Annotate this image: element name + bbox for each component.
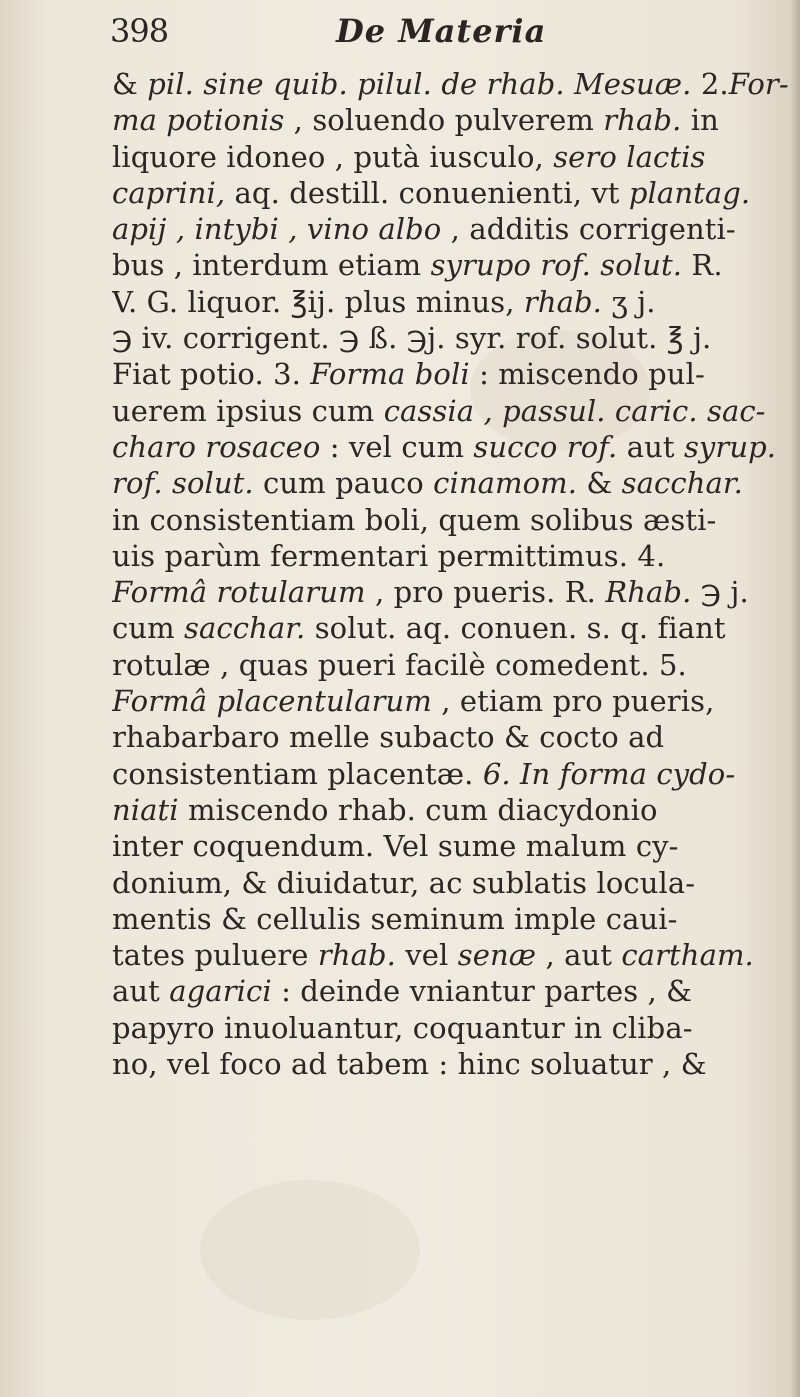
text-run: cum xyxy=(112,611,185,646)
italic-text: syrup. xyxy=(683,429,777,464)
text-run: & xyxy=(112,67,148,101)
text-run: aq. destill. conuenienti, vt xyxy=(225,175,629,210)
text-run: ℈ j. xyxy=(691,575,749,610)
text-run: : vel cum xyxy=(320,429,474,464)
text-line xyxy=(112,102,792,138)
text-run: vel xyxy=(395,938,458,973)
text-line xyxy=(112,647,792,683)
text-line xyxy=(112,139,792,175)
text-run: & xyxy=(577,466,622,501)
text-run: V. G. liquor. ℥ij. plus minus, xyxy=(112,284,524,319)
text-run: uis parùm fermentari permittimus. 4. xyxy=(112,538,666,573)
text-run: ʒ j. xyxy=(602,284,656,319)
text-run: , etiam pro pueris, xyxy=(431,684,715,719)
text-line xyxy=(112,756,792,792)
text-run: , aut xyxy=(536,938,622,973)
text-line xyxy=(112,247,792,283)
italic-text: agarici xyxy=(169,974,272,1009)
italic-text: Forma boli xyxy=(310,357,470,392)
italic-text: caprini, xyxy=(112,175,226,210)
text-run: liquore idoneo , putà iusculo, xyxy=(112,139,554,174)
text-line xyxy=(112,719,792,755)
text-run: in xyxy=(681,103,719,138)
text-run: tates puluere xyxy=(112,938,318,973)
text-run: 2. xyxy=(691,67,729,101)
italic-text: pil. sine quib. pilul. de rhab. Mesuæ. xyxy=(147,67,692,101)
text-run: rhabarbaro melle subacto & cocto ad xyxy=(112,720,665,755)
text-run: cum pauco xyxy=(253,466,434,501)
italic-text: ma potionis xyxy=(112,103,285,138)
text-run: ℈ iv. corrigent. ℈ ß. ℈j. syr. rof. solut. ℥ j. xyxy=(112,321,712,356)
italic-text: For- xyxy=(728,67,789,101)
text-run: uerem ipsius cum xyxy=(112,393,384,428)
text-run: inter coquendum. Vel sume malum cy- xyxy=(112,829,679,864)
text-line xyxy=(112,175,792,211)
text-line xyxy=(112,683,792,719)
text-run: : miscendo pul- xyxy=(469,357,705,392)
text-run: : deinde vniantur partes , & xyxy=(271,974,693,1009)
text-run: aut xyxy=(112,974,170,1009)
text-line xyxy=(112,792,792,828)
italic-text: rhab. xyxy=(317,938,396,973)
text-line xyxy=(112,211,792,247)
text-line xyxy=(112,1010,792,1046)
text-run: papyro inuoluantur, coquantur in cliba- xyxy=(112,1010,693,1045)
text-line xyxy=(112,356,792,392)
italic-text: Formâ placentularum xyxy=(112,684,432,719)
text-run: miscendo rhab. cum diacydonio xyxy=(178,792,658,827)
running-title: De Materia xyxy=(336,12,547,50)
text-line xyxy=(112,937,792,973)
page-number: 398 xyxy=(110,12,169,50)
page-edge-shadow xyxy=(790,0,800,1397)
italic-text: rof. solut. xyxy=(112,466,254,501)
text-run: rotulæ , quas pueri facilè comedent. 5. xyxy=(112,647,687,682)
text-line xyxy=(112,610,792,646)
italic-text: sacchar. xyxy=(621,466,743,501)
text-run: in consistentiam boli, quem solibus æsti- xyxy=(112,502,717,537)
text-line xyxy=(112,465,792,501)
italic-text: plantag. xyxy=(628,175,751,210)
text-line xyxy=(112,828,792,864)
italic-text: Formâ rotularum xyxy=(112,575,366,610)
italic-text: sacchar. xyxy=(184,611,306,646)
text-run: consistentiam placentæ. xyxy=(112,756,483,791)
text-run: bus , interdum etiam xyxy=(112,248,431,283)
paper-stain xyxy=(200,1180,420,1320)
text-line xyxy=(112,865,792,901)
italic-text: syrupo rof. solut. xyxy=(430,248,683,283)
italic-text: rhab. xyxy=(603,103,682,138)
text-run: Fiat potio. 3. xyxy=(112,357,311,392)
text-run: , additis corrigenti- xyxy=(441,212,736,247)
text-line xyxy=(112,66,792,102)
italic-text: 6. In forma cydo- xyxy=(482,756,736,791)
italic-text: senæ xyxy=(457,938,537,973)
italic-text: charo rosaceo xyxy=(112,429,321,464)
text-run: no, vel foco ad tabem : hinc soluatur , & xyxy=(112,1047,707,1082)
text-line xyxy=(112,429,792,465)
text-line xyxy=(112,320,792,356)
italic-text: apij , intybi , vino albo xyxy=(112,212,442,247)
text-line xyxy=(112,1046,792,1082)
text-line xyxy=(112,538,792,574)
text-line xyxy=(112,574,792,610)
italic-text: rhab. xyxy=(523,284,602,319)
text-run: aut xyxy=(617,429,684,464)
text-line xyxy=(112,393,792,429)
text-run: mentis & cellulis seminum imple caui- xyxy=(112,901,678,936)
text-run: , pro pueris. R. xyxy=(365,575,606,610)
italic-text: cinamom. xyxy=(433,466,578,501)
italic-text: cartham. xyxy=(621,938,754,973)
page-header xyxy=(100,12,760,62)
text-run: solut. aq. conuen. s. q. fiant xyxy=(305,611,726,646)
text-run: R. xyxy=(682,248,723,283)
text-line xyxy=(112,901,792,937)
italic-text: succo rof. xyxy=(473,429,618,464)
italic-text: Rhab. xyxy=(605,575,692,610)
italic-text: niati xyxy=(112,792,179,827)
text-line xyxy=(112,973,792,1009)
text-body xyxy=(112,66,792,1082)
italic-text: sero lactis xyxy=(553,139,706,174)
text-line xyxy=(112,502,792,538)
text-run: , soluendo pulverem xyxy=(284,103,604,138)
text-line xyxy=(112,284,792,320)
text-run: donium, & diuidatur, ac sublatis locula- xyxy=(112,865,696,900)
italic-text: cassia , passul. caric. sac- xyxy=(383,393,766,428)
